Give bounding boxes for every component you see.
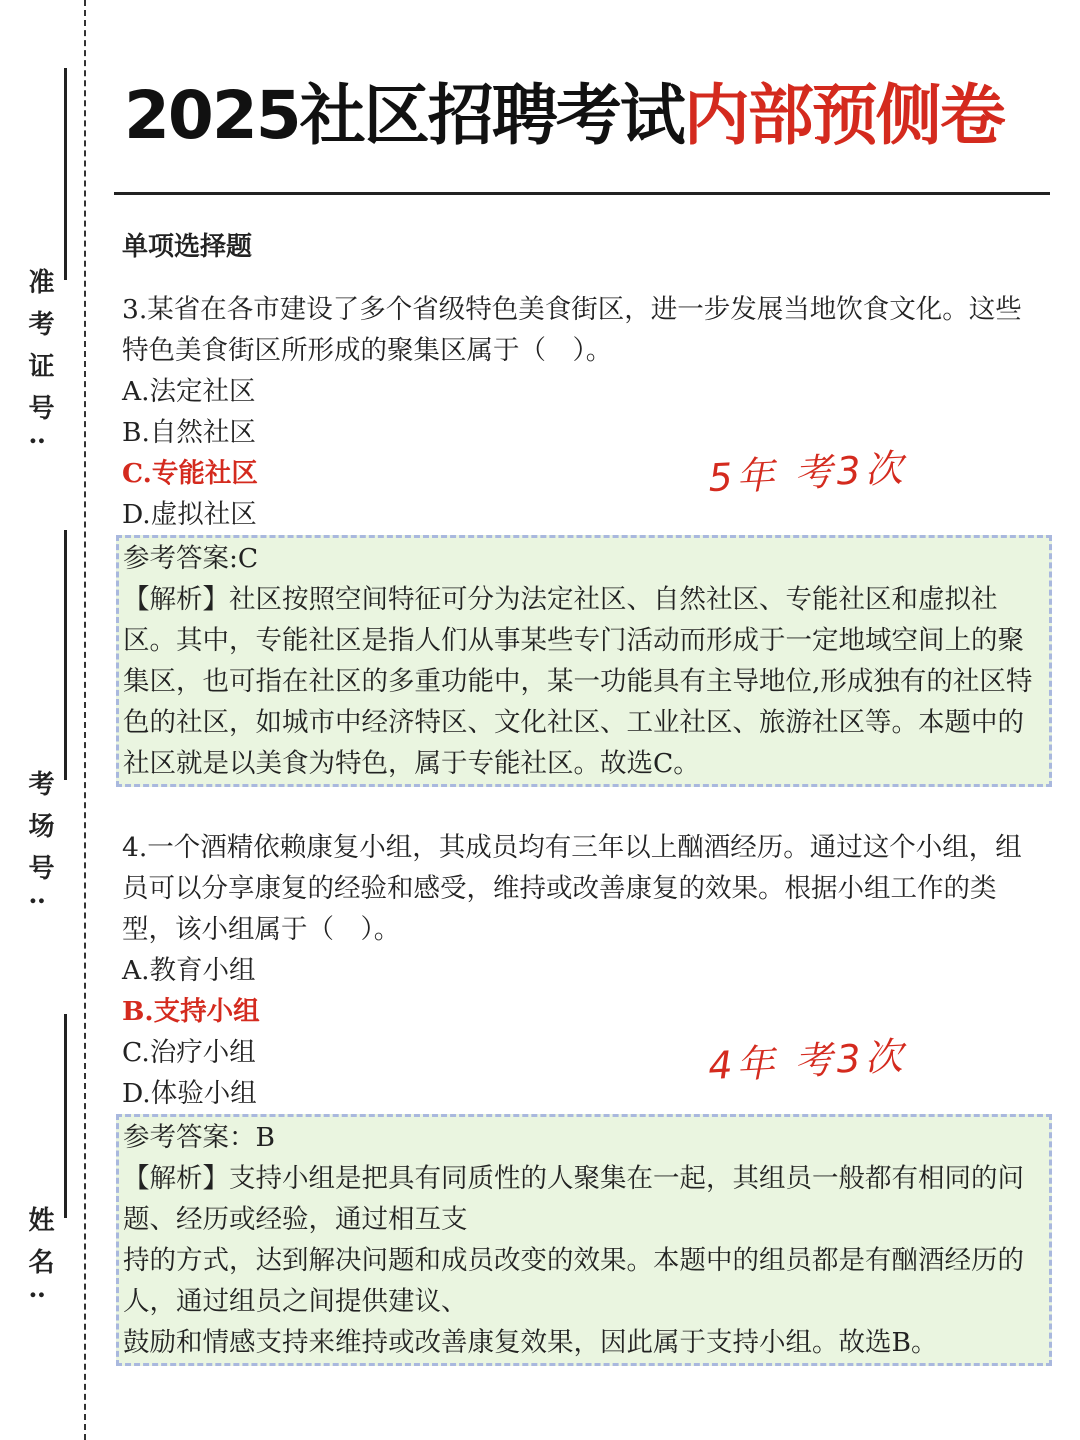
analysis-text-line-2: 持的方式，达到解决问题和成员改变的效果。本题中的组员都是有酗酒经历的人，通过组员之间提供建议、 [123,1245,1024,1317]
binding-label-name: 姓名: [24,1206,54,1316]
option-d: D.体验小组 [122,1078,257,1109]
answer-box [116,1114,1052,1366]
option-b: B.自然社区 [122,417,256,448]
analysis-text: 【解析】社区按照空间特征可分为法定社区、自然社区、专能社区和虚拟社区。其中，专能社区是指人们从事某些专门活动而形成于一定地域空间上的聚集区，也可指在社区的多重功能中，某一功能具有主导地位,形成独有的社区特色的社区，如城市中经济特区、文化社区、工业社区、旅游社区等。本题中的社区就是以美食为特色，属于专能社区。故选C。 [123,584,1033,779]
option-c-correct: C.专能社区 [122,458,258,489]
option-c: C.治疗小组 [122,1037,256,1068]
answer-label: 参考答案:C [123,543,259,574]
option-a: A.教育小组 [122,955,256,986]
question-content [122,226,1046,1366]
option-b-correct: B.支持小组 [122,996,260,1027]
title-divider [114,192,1050,195]
binding-label-exam-id: 准考证号: [24,268,54,462]
option-d: D.虚拟社区 [122,499,257,530]
binding-rule-room [64,530,67,780]
question-text: 3.某省在各市建设了多个省级特色美食街区，进一步发展当地饮食文化。这些特色美食街区所形成的聚集区属于（ ）。 [122,294,1022,366]
binding-rule-name [64,1014,67,1218]
handwritten-note-q3: 5年 考3次 [707,445,908,501]
title-red: 内部预侧卷 [683,77,1004,154]
binding-dashed-line [84,0,86,1440]
option-a: A.法定社区 [122,376,256,407]
answer-label: 参考答案：B [123,1122,275,1153]
analysis-text-line-1: 【解析】支持小组是把具有同质性的人聚集在一起，其组员一般都有相同的问题、经历或经验，通过相互支 [123,1163,1024,1235]
title-black: 2025社区招聘考试 [124,77,684,154]
binding-rule-exam-id [64,68,67,280]
answer-box [116,535,1052,787]
section-title: 单项选择题 [122,232,253,262]
analysis-text-line-3: 鼓励和情感支持来维持或改善康复效果，因此属于支持小组。故选B。 [123,1327,938,1358]
question-text: 4.一个酒精依赖康复小组，其成员均有三年以上酗酒经历。通过这个小组，组员可以分享康复的经验和感受，维持或改善康复的效果。根据小组工作的类型，该小组属于（ ）。 [122,832,1022,945]
binding-label-room: 考场号: [24,770,54,922]
handwritten-note-q4: 4年 考3次 [707,1033,908,1089]
question-4 [122,827,1046,1366]
page-title [124,62,1004,157]
question-3 [122,289,1046,787]
